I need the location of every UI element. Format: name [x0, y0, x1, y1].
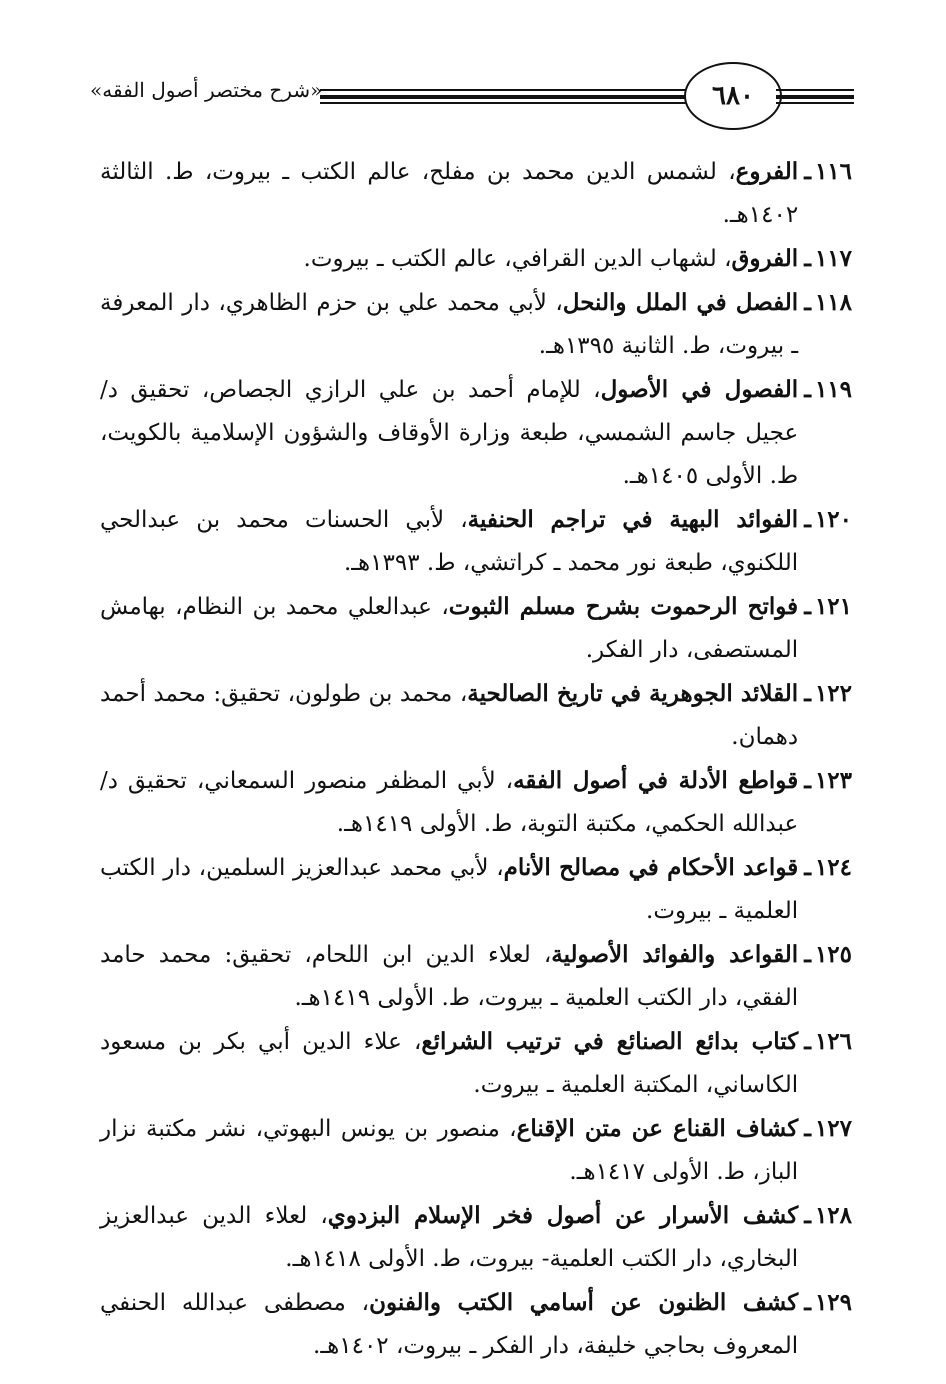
bibliography-entry: [100, 759, 852, 846]
entry-text: ، لعلاء الدين عبدالعزيز البخاري، دار الكتب العلمية- بيروت، ط. الأولى ١٤١٨هـ.: [100, 1203, 799, 1272]
entry-title: الفروق: [731, 245, 799, 272]
bibliography-entry: [100, 237, 852, 281]
entry-text: ، مصطفى عبدالله الحنفي المعروف بحاجي خليفة، دار الفكر ـ بيروت، ١٤٠٢هـ.: [100, 1290, 799, 1359]
entry-number: ١٢٧: [814, 1115, 852, 1142]
bibliography-entry: [100, 1194, 852, 1281]
bibliography-entry: [100, 672, 852, 759]
entry-text: ، محمد بن طولون، تحقيق: محمد أحمد دهمان.: [100, 681, 799, 750]
entry-text: ، لعلاء الدين ابن اللحام، تحقيق: محمد حامد الفقي، دار الكتب العلمية ـ بيروت، ط. الأولى ١٤١٩هـ.: [100, 942, 799, 1011]
bibliography-entry: [100, 933, 852, 1020]
bibliography-entry: [100, 150, 852, 237]
bibliography-entry: [100, 846, 852, 933]
entry-title: قواطع الأدلة في أصول الفقه: [513, 767, 799, 794]
page-header: [90, 62, 854, 132]
header-rule: [776, 95, 854, 99]
entry-title: فواتح الرحموت بشرح مسلم الثبوت: [448, 593, 799, 620]
entry-text: ، لأبي الحسنات محمد بن عبدالحي اللكنوي، طبعة نور محمد ـ كراتشي، ط. ١٣٩٣هـ.: [100, 507, 799, 576]
entry-text: ، لشهاب الدين القرافي، عالم الكتب ـ بيروت.: [303, 246, 732, 272]
entry-text: ، علاء الدين أبي بكر بن مسعود الكاساني، المكتبة العلمية ـ بيروت.: [100, 1029, 799, 1098]
entry-title: الفصل في الملل والنحل: [562, 289, 799, 316]
entry-number: ١١٦: [814, 158, 852, 185]
entry-dash: ـ: [804, 767, 811, 794]
entry-dash: ـ: [804, 289, 811, 316]
bibliography-entry: [100, 1281, 852, 1368]
entry-dash: ـ: [804, 1289, 811, 1316]
entry-title: كتاب بدائع الصنائع في ترتيب الشرائع: [421, 1028, 799, 1055]
header-rule: [320, 95, 686, 99]
header-rule: [776, 102, 854, 104]
entry-title: القواعد والفوائد الأصولية: [551, 941, 799, 968]
entry-dash: ـ: [804, 158, 811, 185]
bibliography-entry: [100, 1107, 852, 1194]
entry-number: ١٢٥: [814, 941, 852, 968]
entry-text: ، عبدالعلي محمد بن النظام، بهامش المستصفى، دار الفكر.: [100, 594, 799, 663]
bibliography-list: [100, 150, 852, 1368]
entry-number: ١١٧: [814, 245, 852, 272]
entry-text: ، للإمام أحمد بن علي الرازي الجصاص، تحقيق د/عجيل جاسم الشمسي، طبعة وزارة الأوقاف والشؤون الإسلامية بالكويت، ط. الأولى ١٤٠٥هـ.: [100, 377, 799, 489]
entry-dash: ـ: [804, 245, 811, 272]
page-number: ٦٨٠: [684, 62, 782, 130]
entry-dash: ـ: [804, 593, 811, 620]
entry-number: ١١٩: [814, 376, 852, 403]
entry-title: كشف الظنون عن أسامي الكتب والفنون: [369, 1289, 799, 1316]
entry-text: ، لشمس الدين محمد بن مفلح، عالم الكتب ـ بيروت، ط. الثالثة ١٤٠٢هـ.: [100, 159, 799, 228]
entry-title: كشاف القناع عن متن الإقناع: [516, 1115, 799, 1142]
bibliography-entry: [100, 368, 852, 498]
entry-text: ، منصور بن يونس البهوتي، نشر مكتبة نزار الباز، ط. الأولى ١٤١٧هـ.: [100, 1116, 799, 1185]
header-rule: [320, 102, 686, 104]
entry-dash: ـ: [804, 854, 811, 881]
header-rule: [320, 89, 686, 91]
entry-title: الفروع: [735, 158, 799, 185]
bibliography-entry: [100, 498, 852, 585]
entry-title: القلائد الجوهرية في تاريخ الصالحية: [467, 680, 799, 707]
entry-title: الفوائد البهية في تراجم الحنفية: [467, 506, 799, 533]
entry-number: ١١٨: [814, 289, 852, 316]
entry-number: ١٢٩: [814, 1289, 852, 1316]
entry-dash: ـ: [804, 941, 811, 968]
bibliography-entry: [100, 585, 852, 672]
bibliography-entry: [100, 1020, 852, 1107]
entry-title: قواعد الأحكام في مصالح الأنام: [503, 854, 799, 881]
entry-number: ١٢١: [814, 593, 852, 620]
entry-title: كشف الأسرار عن أصول فخر الإسلام البزدوي: [327, 1202, 799, 1229]
entry-title: الفصول في الأصول: [600, 376, 799, 403]
entry-dash: ـ: [804, 506, 811, 533]
entry-dash: ـ: [804, 1202, 811, 1229]
bibliography-entry: [100, 281, 852, 368]
entry-text: ، لأبي محمد علي بن حزم الظاهري، دار المعرفة ـ بيروت، ط. الثانية ١٣٩٥هـ.: [100, 290, 799, 359]
entry-number: ١٢٢: [814, 680, 852, 707]
entry-number: ١٢٦: [814, 1028, 852, 1055]
entry-dash: ـ: [804, 1028, 811, 1055]
entry-text: ، لأبي المظفر منصور السمعاني، تحقيق د/ عبدالله الحكمي، مكتبة التوبة، ط. الأولى ١٤١٩هـ.: [100, 768, 799, 837]
entry-dash: ـ: [804, 376, 811, 403]
entry-text: ، لأبي محمد عبدالعزيز السلمين، دار الكتب العلمية ـ بيروت.: [100, 855, 799, 924]
entry-number: ١٢٤: [814, 854, 852, 881]
running-title: «شرح مختصر أصول الفقه»: [90, 78, 323, 102]
header-rule: [776, 89, 854, 91]
entry-number: ١٢٣: [814, 767, 852, 794]
entry-dash: ـ: [804, 680, 811, 707]
entry-dash: ـ: [804, 1115, 811, 1142]
entry-number: ١٢٨: [814, 1202, 852, 1229]
entry-number: ١٢٠: [814, 506, 852, 533]
